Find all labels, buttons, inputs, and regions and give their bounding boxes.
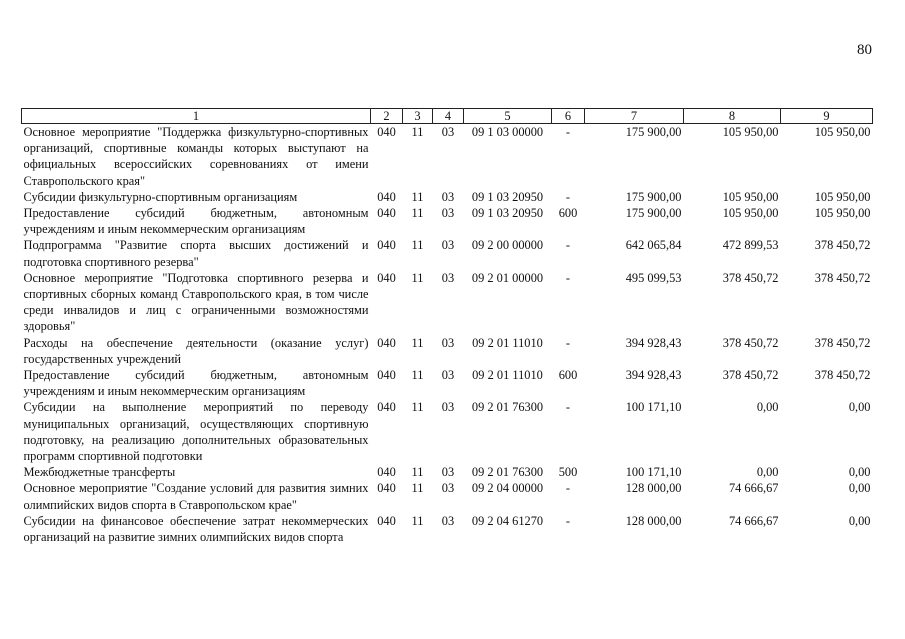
col-header: 8 [684,109,781,124]
row-amount-3: 378 450,72 [814,335,871,350]
table-row [22,513,873,545]
row-admin-code: 040 [377,481,396,496]
row-name: Основное мероприятие "Поддержка физкультурно-спортивных организаций, спортивные команды которых выступают на официальных всероссийских соревнованиях от имени Ставропольского края" [23,125,369,188]
row-amount-2: 105 950,00 [722,206,779,221]
row-subsection: 03 [441,481,455,496]
row-target-article: 09 2 00 00000 [471,238,544,253]
row-amount-2: 378 450,72 [722,335,779,350]
row-section: 11 [411,335,424,350]
row-subsection: 03 [441,189,455,204]
row-admin-code: 040 [377,238,396,253]
row-section: 11 [411,400,424,415]
row-expense-type: - [565,125,571,139]
row-amount-1: 175 900,00 [625,189,682,204]
col-header: 6 [552,109,585,124]
table-row [22,367,873,399]
row-name: Основное мероприятие "Подготовка спортивного резерва и спортивных сборных команд Ставропольского края, в том числе среди инвалидов и лиц с ограниченными возможностями здоровья" [23,270,369,334]
row-amount-3: 0,00 [848,465,871,480]
row-expense-type: - [565,335,571,350]
row-section: 11 [411,368,424,383]
row-name: Межбюджетные трансферты [23,465,176,480]
row-expense-type: 500 [558,465,578,480]
row-amount-1: 175 900,00 [625,125,682,139]
row-amount-2: 105 950,00 [722,125,779,139]
row-amount-1: 175 900,00 [625,206,682,221]
row-amount-3: 0,00 [848,513,871,528]
row-name: Предоставление субсидий бюджетным, автономным учреждениям и иным некоммерческим организациям [23,368,369,399]
row-amount-1: 495 099,53 [625,270,682,285]
row-name: Основное мероприятие "Создание условий для развития зимних олимпийских видов спорта в Ставропольском крае" [23,481,369,512]
table-row [22,464,873,480]
row-amount-2: 472 899,53 [722,238,779,253]
row-admin-code: 040 [377,189,396,204]
row-amount-2: 0,00 [756,400,779,415]
row-target-article: 09 2 01 11010 [472,368,543,383]
col-header: 5 [464,109,552,124]
row-section: 11 [411,270,424,285]
row-target-article: 09 2 01 00000 [471,270,544,285]
row-amount-1: 394 928,43 [625,335,682,350]
row-name: Субсидии на выполнение мероприятий по переводу муниципальных организаций, осуществляющих спортивную подготовку, на реализацию дополнительных образовательных программ спортивной подготовки [23,400,369,464]
row-amount-2: 74 666,67 [728,513,779,528]
row-section: 11 [411,206,424,221]
row-admin-code: 040 [377,368,396,383]
col-header: 4 [433,109,464,124]
row-name: Субсидии физкультурно-спортивным организациям [23,189,298,204]
table-row [22,205,873,237]
row-target-article: 09 2 01 11010 [472,335,543,350]
row-subsection: 03 [441,368,455,383]
row-name: Субсидии на финансовое обеспечение затрат некоммерческих организаций на развитие зимних олимпийских видов спорта [23,513,369,545]
col-header: 3 [403,109,433,124]
row-subsection: 03 [441,335,455,350]
row-target-article: 09 1 03 20950 [471,189,544,204]
row-admin-code: 040 [377,400,396,415]
row-expense-type: - [565,400,571,415]
row-amount-3: 378 450,72 [814,368,871,383]
row-amount-3: 105 950,00 [814,189,871,204]
row-section: 11 [411,513,424,528]
row-admin-code: 040 [377,206,396,221]
row-admin-code: 040 [377,465,396,480]
row-amount-3: 105 950,00 [814,125,871,139]
row-subsection: 03 [441,270,455,285]
table-row [22,480,873,512]
row-expense-type: - [565,189,571,204]
row-amount-2: 105 950,00 [722,189,779,204]
row-target-article: 09 1 03 00000 [471,125,544,139]
row-target-article: 09 2 04 00000 [471,481,544,496]
row-admin-code: 040 [377,270,396,285]
row-name: Предоставление субсидий бюджетным, автономным учреждениям и иным некоммерческим организациям [23,206,369,237]
row-admin-code: 040 [377,335,396,350]
row-subsection: 03 [441,400,455,415]
row-expense-type: 600 [558,368,578,383]
row-subsection: 03 [441,206,455,221]
row-name: Расходы на обеспечение деятельности (оказание услуг) государственных учреждений [23,335,369,366]
row-amount-1: 642 065,84 [625,238,682,253]
table-row [22,270,873,335]
col-header: 2 [371,109,403,124]
row-amount-1: 128 000,00 [625,481,682,496]
row-amount-2: 0,00 [756,465,779,480]
row-amount-2: 378 450,72 [722,368,779,383]
row-amount-1: 100 171,10 [625,465,682,480]
row-amount-3: 378 450,72 [814,238,871,253]
row-section: 11 [411,481,424,496]
row-target-article: 09 2 01 76300 [471,465,544,480]
row-target-article: 09 2 01 76300 [471,400,544,415]
col-header: 7 [585,109,684,124]
page-number: 80 [857,42,872,58]
row-amount-2: 378 450,72 [722,270,779,285]
row-target-article: 09 2 04 61270 [471,513,544,528]
row-expense-type: 600 [558,206,578,221]
row-amount-2: 74 666,67 [728,481,779,496]
row-target-article: 09 1 03 20950 [471,206,544,221]
row-amount-3: 378 450,72 [814,270,871,285]
row-section: 11 [411,238,424,253]
table-header-row [22,109,873,124]
row-amount-3: 0,00 [848,400,871,415]
table-row [22,237,873,269]
row-subsection: 03 [441,238,455,253]
row-amount-3: 105 950,00 [814,206,871,221]
row-amount-1: 128 000,00 [625,513,682,528]
row-expense-type: - [565,238,571,253]
budget-table [21,108,873,545]
row-name: Подпрограмма "Развитие спорта высших достижений и подготовка спортивного резерва" [23,238,369,269]
row-amount-3: 0,00 [848,481,871,496]
row-subsection: 03 [441,125,455,139]
row-expense-type: - [565,481,571,496]
row-section: 11 [411,125,424,139]
row-admin-code: 040 [377,125,396,139]
row-subsection: 03 [441,465,455,480]
col-header: 1 [22,109,371,124]
row-section: 11 [411,189,424,204]
row-subsection: 03 [441,513,455,528]
col-header: 9 [781,109,873,124]
table-row [22,399,873,464]
row-expense-type: - [565,270,571,285]
row-admin-code: 040 [377,513,396,528]
table-row [22,189,873,205]
row-section: 11 [411,465,424,480]
row-amount-1: 394 928,43 [625,368,682,383]
table-row [22,335,873,367]
row-amount-1: 100 171,10 [625,400,682,415]
table-row [22,124,873,189]
row-expense-type: - [565,513,571,528]
